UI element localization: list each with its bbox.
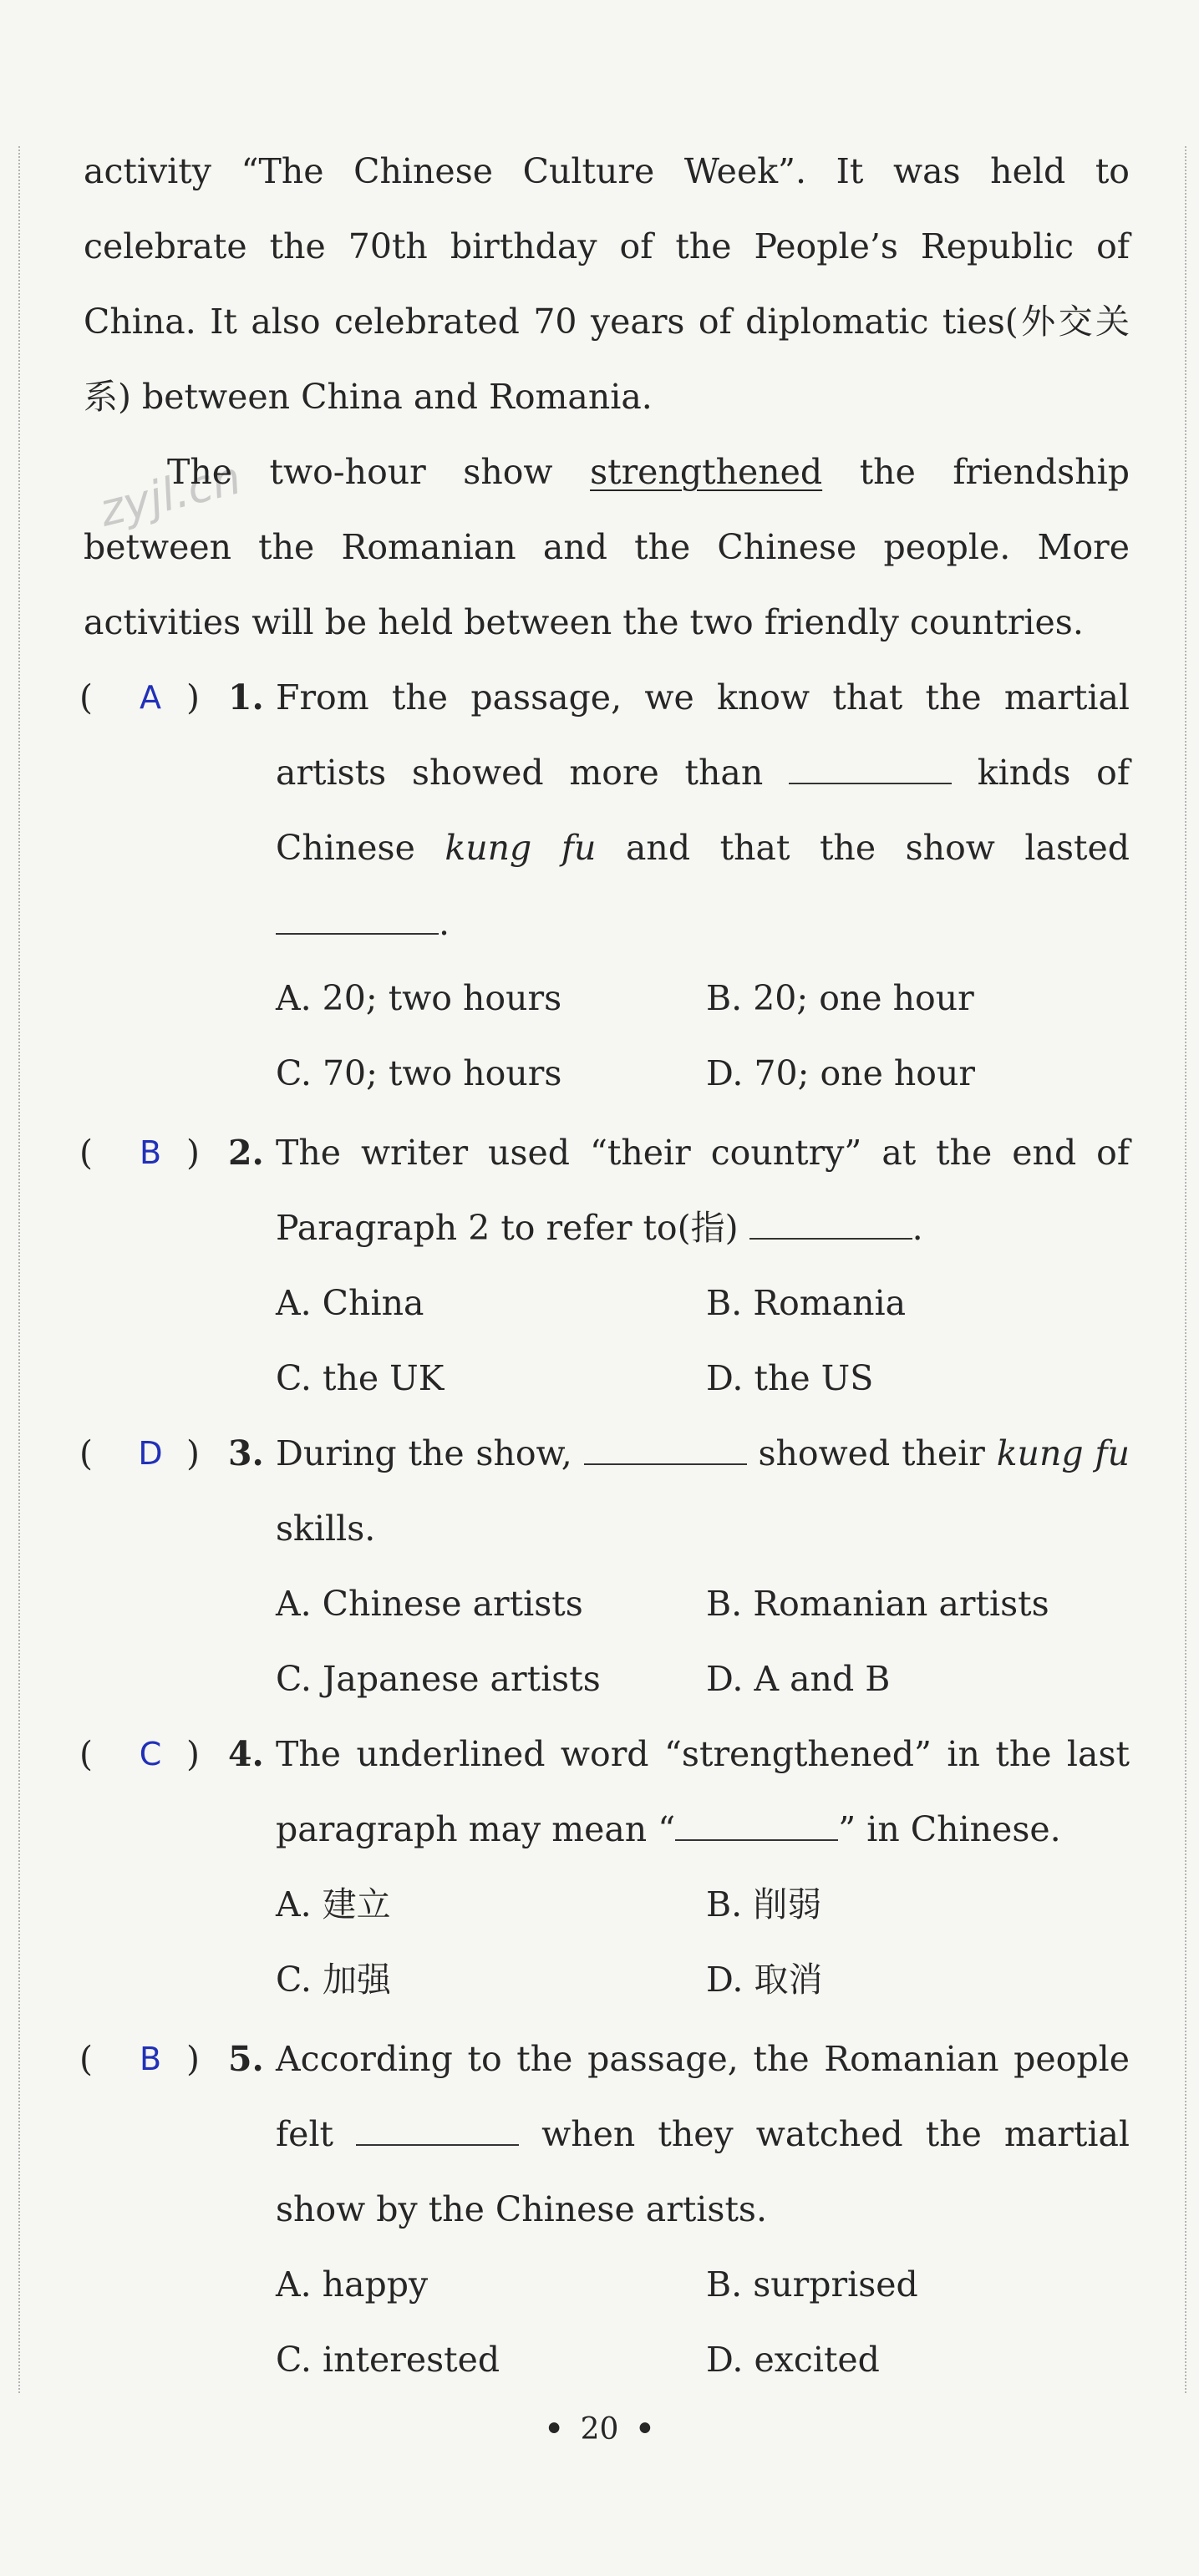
answer-bracket-open: ( — [79, 1734, 93, 1774]
option-c: C. the UK — [276, 1358, 445, 1398]
page-edge-right — [1185, 146, 1186, 2393]
question-number: 2. — [228, 1133, 264, 1173]
answer-bracket-open: ( — [79, 1433, 93, 1473]
answer-bracket-open: ( — [79, 677, 93, 718]
option-c: C. 70; two hours — [276, 1053, 562, 1093]
answer-mark: B — [139, 1134, 162, 1171]
option-b: B. Romania — [706, 1283, 907, 1323]
question-stem: During the show, showed their kung fu skills. — [276, 1433, 1130, 1549]
paragraph-text: The two-hour show — [167, 452, 591, 492]
page-dot: • — [544, 2411, 564, 2447]
option-d: D. excited — [706, 2340, 880, 2380]
answer-mark: B — [139, 2041, 162, 2077]
question-stem: The underlined word “strengthened” in the last paragraph may mean “ ” in Chinese. — [276, 1734, 1130, 1849]
question-number: 1. — [228, 677, 264, 718]
answer-mark: D — [138, 1435, 163, 1472]
option-b: B. surprised — [706, 2264, 918, 2305]
answer-bracket-open: ( — [79, 2039, 93, 2079]
answer-blank — [749, 1213, 912, 1240]
option-d: D. A and B — [706, 1659, 891, 1699]
question-1 — [79, 660, 1132, 1093]
passage-paragraph-1 — [84, 134, 1130, 434]
option-a: A. 20; two hours — [276, 978, 562, 1018]
answer-bracket-close: ) — [186, 1734, 200, 1774]
question-number: 3. — [228, 1433, 264, 1473]
page-edge-left — [18, 146, 20, 2393]
answer-bracket-close: ) — [186, 2039, 200, 2079]
question-4 — [79, 1716, 1132, 2000]
option-b: B. 20; one hour — [706, 978, 974, 1018]
passage-paragraph-2 — [84, 434, 1130, 660]
option-b: B. 削弱 — [706, 1884, 822, 1924]
paragraph-text: activity “The Chinese Culture Week”. It was held to celebrate the 70th birthday of the People’s Republic of China. It also celebrated 70 years of diplomatic ties(外交关系) between China and Romania. — [84, 151, 1130, 417]
answer-bracket-open: ( — [79, 1133, 93, 1173]
question-number: 4. — [228, 1734, 264, 1774]
answer-bracket-close: ) — [186, 1133, 200, 1173]
page-number-footer — [0, 2404, 1199, 2455]
answer-mark: A — [140, 679, 161, 716]
answer-blank — [584, 1438, 747, 1465]
question-stem: According to the passage, the Romanian people felt when they watched the martial show by the Chinese artists. — [276, 2039, 1130, 2229]
answer-mark: C — [139, 1736, 162, 1772]
option-d: D. 70; one hour — [706, 1053, 975, 1093]
page-number: 20 — [580, 2412, 619, 2447]
option-c: C. 加强 — [276, 1960, 391, 2000]
answer-blank — [789, 758, 952, 784]
answer-blank — [276, 908, 439, 935]
question-3 — [79, 1416, 1132, 1699]
question-number: 5. — [228, 2039, 264, 2079]
option-c: C. Japanese artists — [276, 1659, 601, 1699]
paragraph-text: the friendship between the Romanian and the Chinese people. More activities will be held between the two friendly countries. — [84, 452, 1130, 642]
option-a: A. 建立 — [276, 1884, 391, 1924]
watermark: zyjl.cn — [94, 451, 246, 537]
answer-blank — [675, 1814, 838, 1841]
question-stem: From the passage, we know that the martial artists showed more than kinds of Chinese kung fu and that the show lasted . — [276, 677, 1130, 943]
option-c: C. interested — [276, 2340, 500, 2380]
page-dot: • — [635, 2411, 655, 2447]
answer-bracket-close: ) — [186, 1433, 200, 1473]
answer-bracket-close: ) — [186, 677, 200, 718]
question-2 — [79, 1115, 1132, 1398]
underlined-word: strengthened — [590, 452, 823, 492]
option-d: D. 取消 — [706, 1960, 823, 2000]
option-a: A. Chinese artists — [276, 1584, 583, 1624]
question-stem: The writer used “their country” at the end of Paragraph 2 to refer to(指) . — [276, 1133, 1130, 1248]
question-5 — [79, 2021, 1132, 2380]
option-d: D. the US — [706, 1358, 874, 1398]
answer-blank — [356, 2119, 519, 2146]
option-b: B. Romanian artists — [706, 1584, 1049, 1624]
option-a: A. China — [276, 1283, 424, 1323]
option-a: A. happy — [276, 2264, 429, 2305]
